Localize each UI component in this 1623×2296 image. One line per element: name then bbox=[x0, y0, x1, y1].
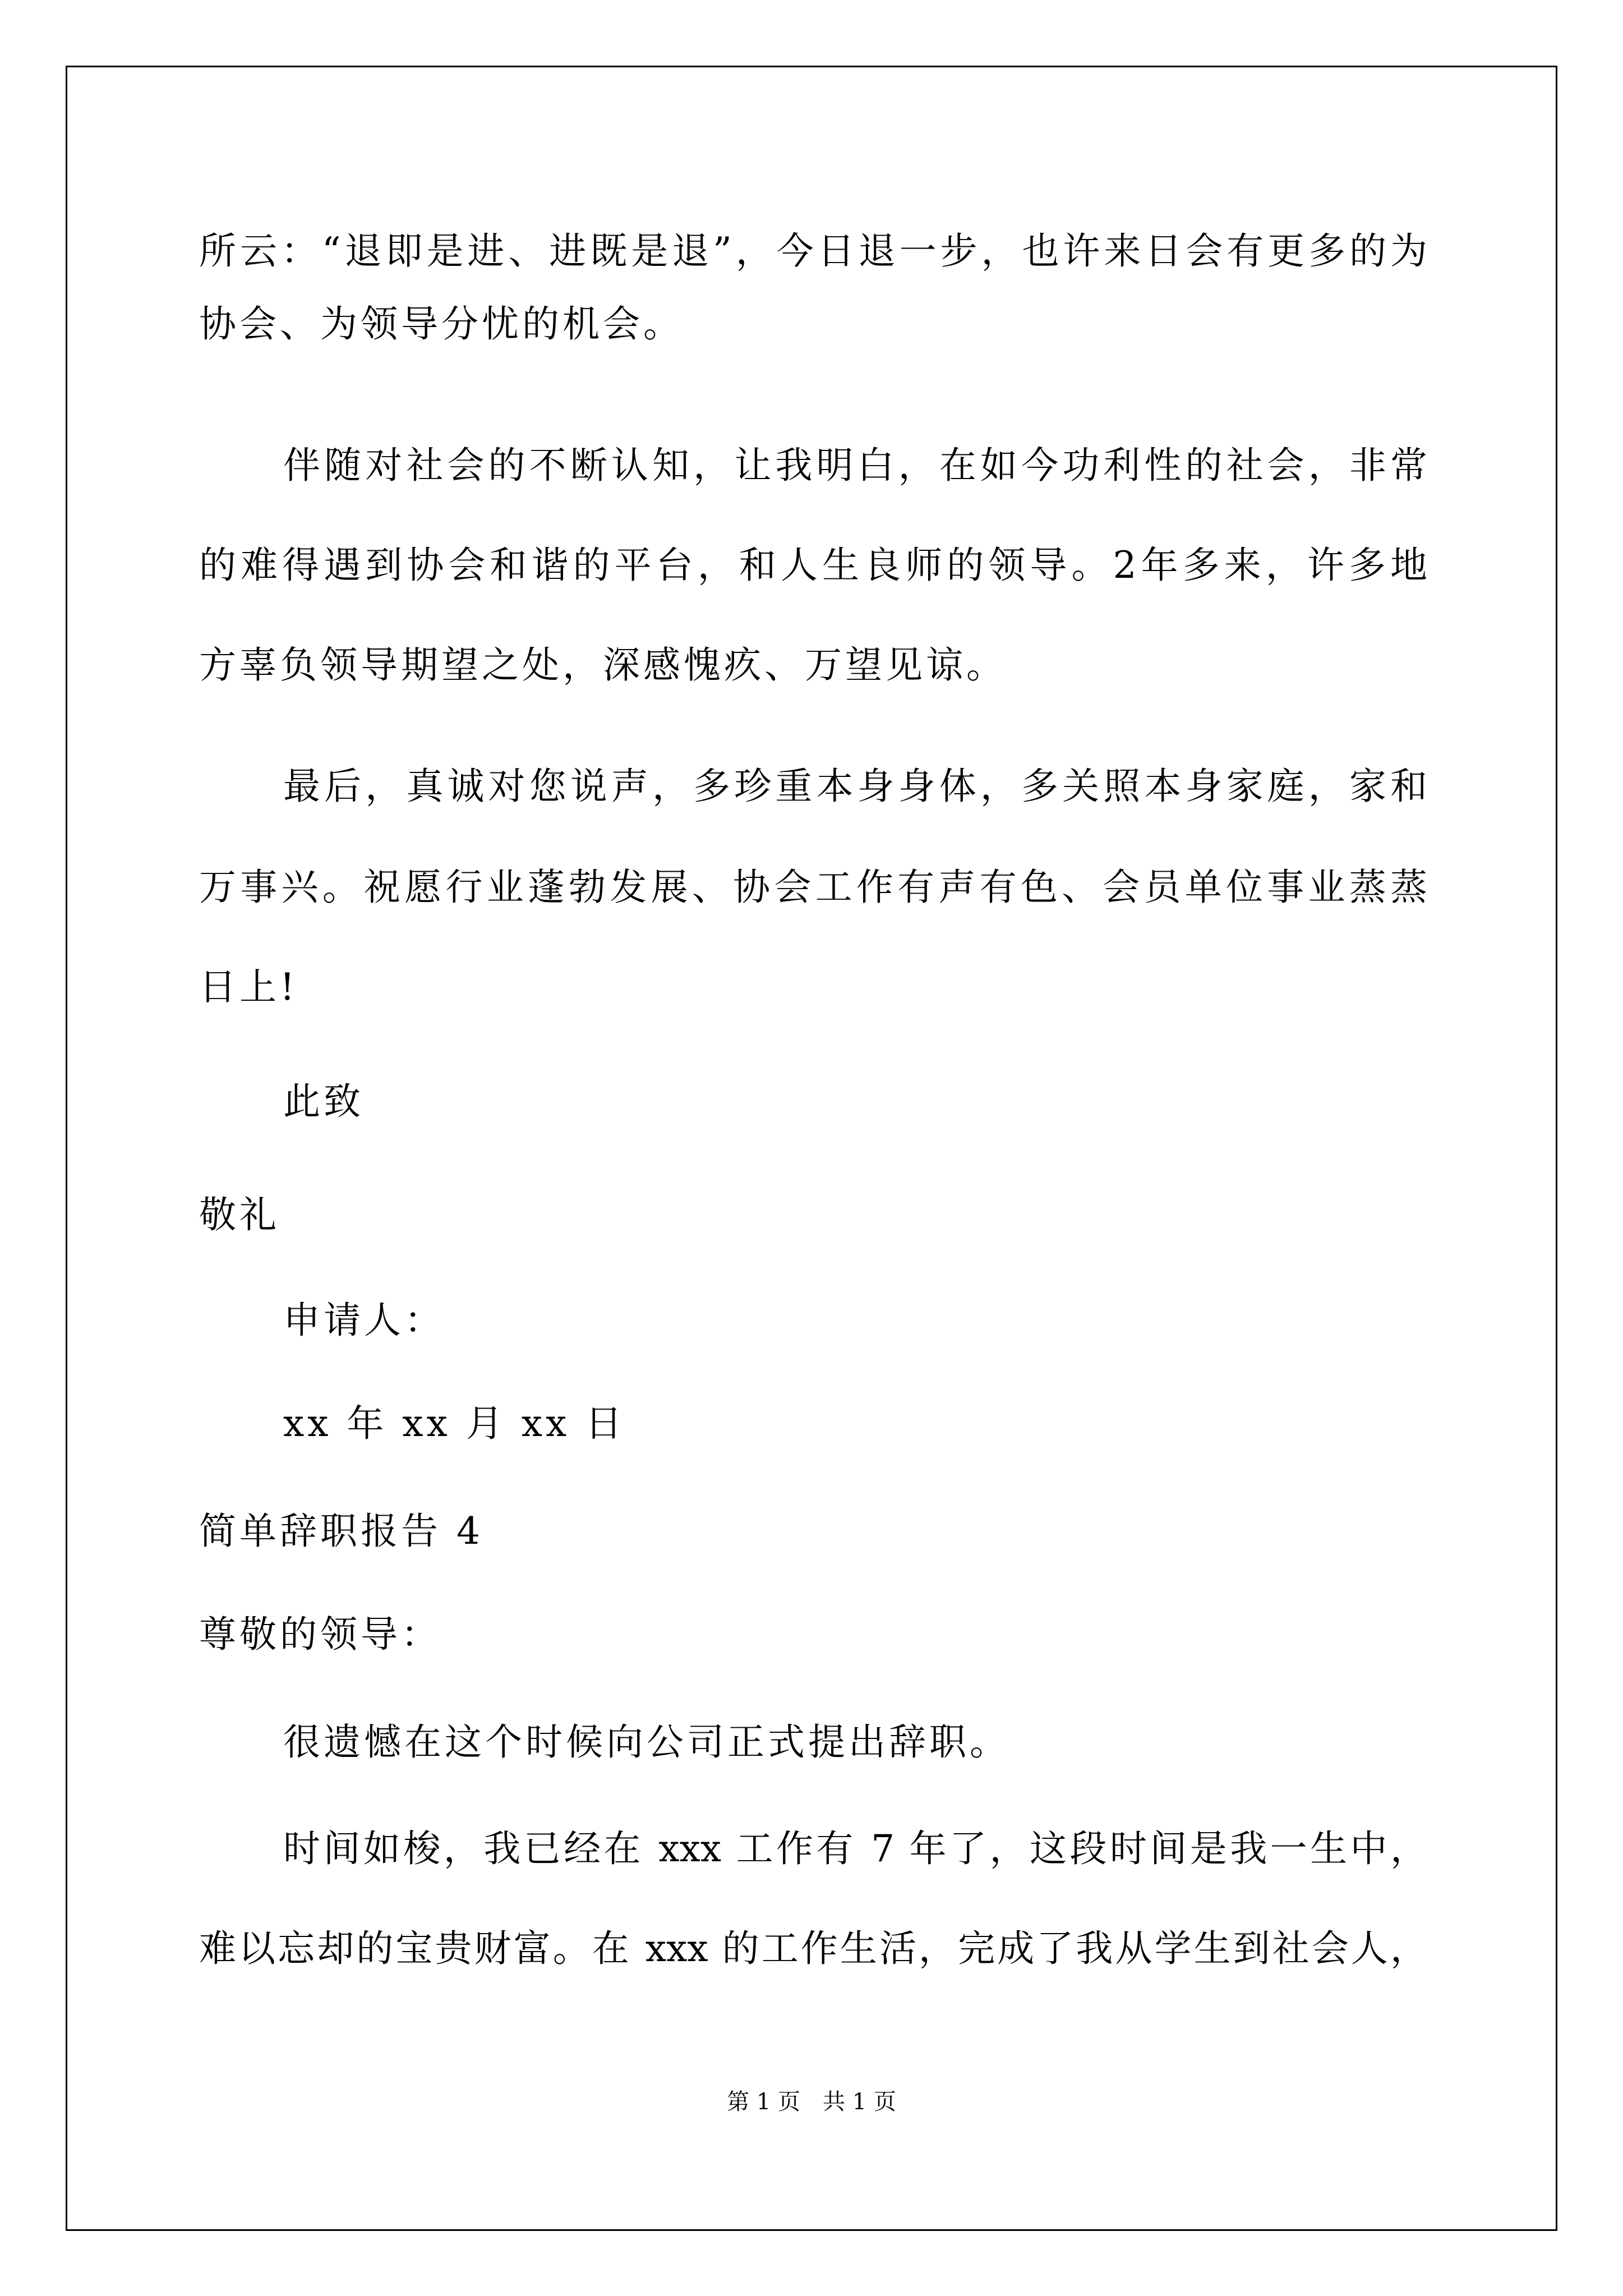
paragraph-first-line: 最后，真诚对您说声，多珍重本身身体，多关照本身家庭，家和 bbox=[283, 765, 1427, 808]
body-line: 的难得遇到协会和谐的平台，和人生良师的领导。2年多来，许多地 bbox=[199, 544, 1427, 587]
applicant-label: 申请人： bbox=[283, 1299, 445, 1342]
body-line: 很遗憾在这个时候向公司正式提出辞职。 bbox=[283, 1720, 1010, 1764]
body-line: 万事兴。祝愿行业蓬勃发展、协会工作有声有色、会员单位事业蒸蒸 bbox=[199, 866, 1427, 909]
closing-salutation: 此致 bbox=[283, 1080, 364, 1123]
paragraph-first-line: 伴随对社会的不断认知，让我明白，在如今功利性的社会，非常 bbox=[283, 444, 1427, 487]
page-border bbox=[66, 66, 1557, 2231]
body-line: 所云：“退即是进、进既是退”，今日退一步，也许来日会有更多的为 bbox=[199, 229, 1427, 273]
closing-regards: 敬礼 bbox=[199, 1193, 280, 1236]
page-number-footer: 第 1 页 共 1 页 bbox=[727, 2089, 896, 2115]
section-title: 简单辞职报告 4 bbox=[199, 1510, 483, 1553]
greeting: 尊敬的领导： bbox=[199, 1613, 441, 1656]
paragraph-first-line: 时间如梭，我已经在 xxx 工作有 7 年了，这段时间是我一生中， bbox=[283, 1827, 1427, 1870]
body-line: 协会、为领导分忧的机会。 bbox=[199, 302, 684, 346]
body-line: 日上! bbox=[199, 965, 298, 1009]
body-line: 难以忘却的宝贵财富。在 xxx 的工作生活，完成了我从学生到社会人， bbox=[199, 1927, 1427, 1970]
date-line: xx 年 xx 月 xx 日 bbox=[283, 1402, 626, 1445]
body-line: 方辜负领导期望之处，深感愧疚、万望见谅。 bbox=[199, 643, 1007, 687]
